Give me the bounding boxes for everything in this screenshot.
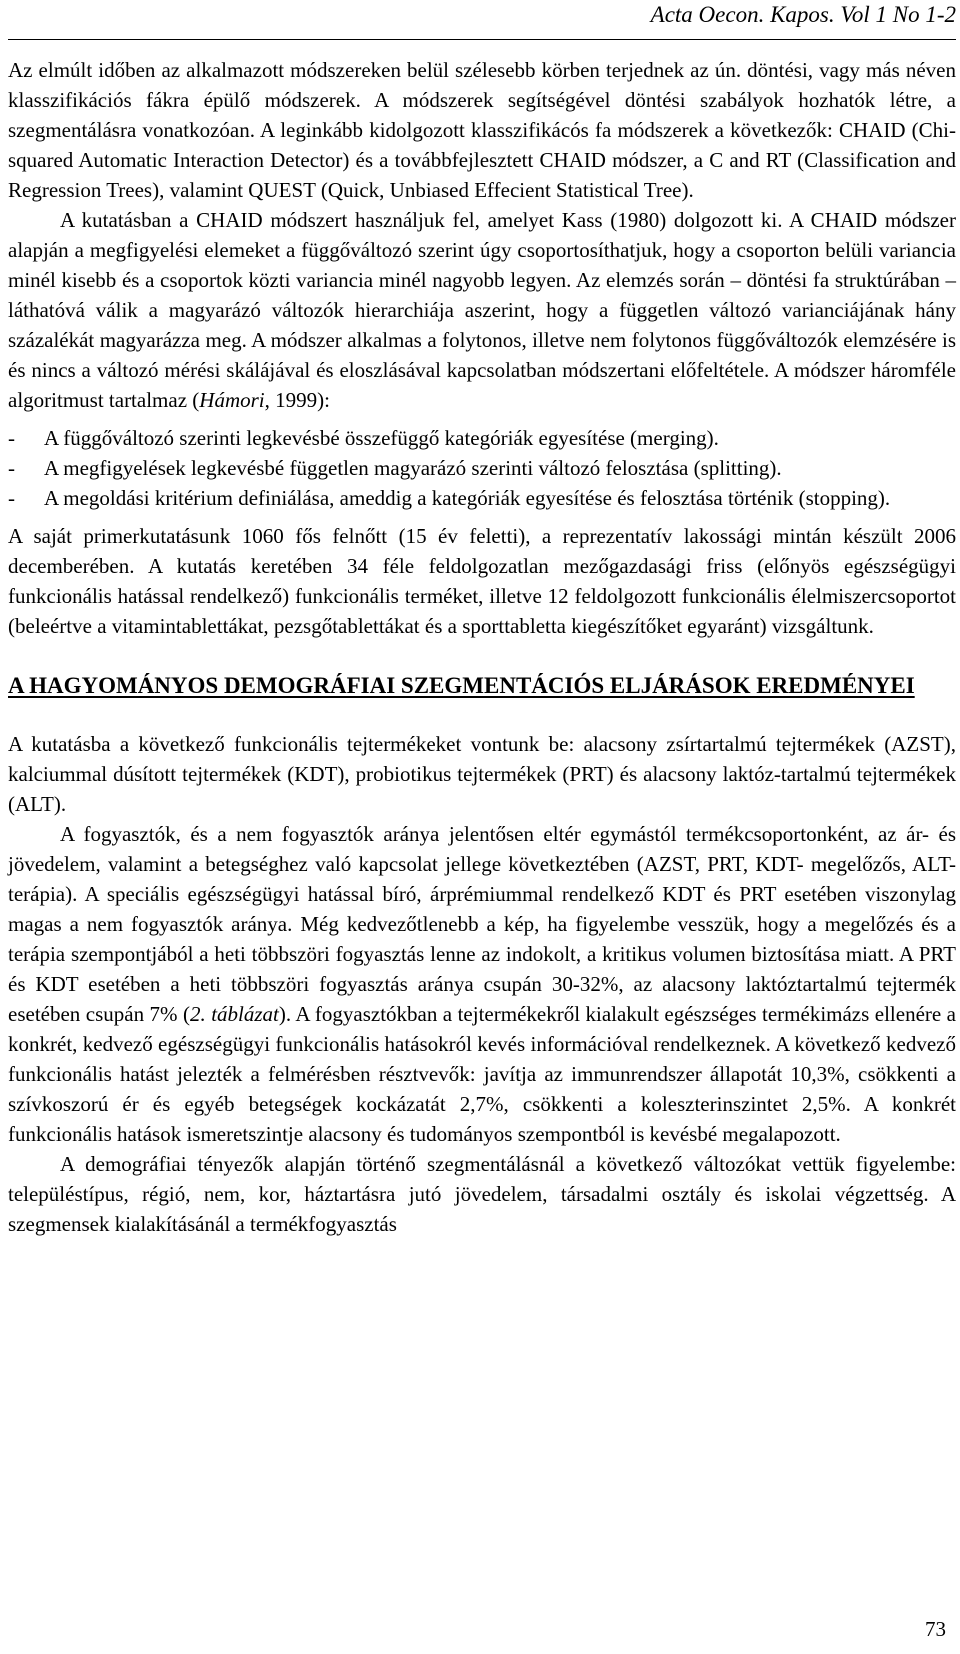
paragraph-primary-research: A saját primerkutatásunk 1060 fős felnőtt (15 év feletti), a reprezentatív lakossági mintán készült 2006 decemberében. A kutatás keretében 34 féle feldolgozatlan mezőgazdasági friss (előnyös egészségügyi funkcionális hatással rendelkező) funkcionális terméket, illetve 12 feldolgozott funkcionális élelmiszercsoportot (beleértve a vitamintablettákat, pezsgőtablettákat és a sporttabletta kiegészítőket egyaránt) vizsgáltunk. <box>8 524 956 638</box>
table-reference: 2. táblázat <box>189 1002 279 1026</box>
list-item <box>8 453 956 483</box>
citation-author: Hámori <box>199 388 265 412</box>
paragraph-dairy-products: A kutatásba a következő funkcionális tejtermékeket vontunk be: alacsony zsírtartalmú tejtermékek (AZST), kalciummal dúsított tejtermékek (KDT), probiotikus tejtermékek (PRT) és alacsony laktóz-tartalmú tejtermékek (ALT). <box>8 732 956 816</box>
paragraph-consumer-text: A fogyasztók, és a nem fogyasztók aránya jelentősen eltér egymástól termékcsoportonként, az ár- és jövedelem, valamint a betegséghez való kapcsolat jellege következtében (AZST, PRT, KDT- megelőzős, ALT- terápia). A speciális egészségügyi hatással bíró, árprémiummal rendelkező KDT és PRT esetében viszonylag magas a nem fogyasztók aránya. Még kedvezőtlenebb a kép, ha figyelembe vesszük, hogy a megelőzés és a terápia szempontjából a heti többszöri fogyasztás lenne az indokolt, a kritikus volumen biztosítása miatt. A PRT és KDT esetében a heti többszöri fogyasztás aránya csupán 30-32%, az alacsony laktóztartalmú tejtermék esetében csupán 7% ( <box>8 822 956 1026</box>
list-item-text: A megfigyelések legkevésbé független magyarázó szerinti változó felosztása (splitting). <box>44 456 782 480</box>
list-item <box>8 423 956 453</box>
algorithm-list <box>8 423 956 513</box>
paragraph-chaid-text-end: , 1999): <box>264 388 330 412</box>
list-dash: - <box>8 456 15 480</box>
paragraph-demographic-factors: A demográfiai tényezők alapján történő szegmentálásnál a következő változókat vettük figyelembe: településtípus, régió, nem, kor, háztartásra jutó jövedelem, társadalmi osztály és iskolai végzettség. A szegmensek kialakításánál a termékfogyasztás <box>8 1152 956 1236</box>
list-dash: - <box>8 426 15 450</box>
paragraph-chaid-method <box>8 205 956 415</box>
running-header <box>8 0 956 40</box>
page-number: 73 <box>925 1617 946 1641</box>
journal-citation: Acta Oecon. Kapos. Vol 1 No 1-2 <box>650 2 956 27</box>
list-item <box>8 483 956 513</box>
article-body <box>8 55 956 1239</box>
section-heading: A HAGYOMÁNYOS DEMOGRÁFIAI SZEGMENTÁCIÓS ELJÁRÁSOK EREDMÉNYEI <box>8 673 915 698</box>
paragraph-chaid-text: A kutatásban a CHAID módszert használjuk fel, amelyet Kass (1980) dolgozott ki. A CHAID módszer alapján a megfigyelési elemeket a függőváltozó szerint úgy csoportosíthatjuk, hogy a csoporton belüli variancia minél kisebb és a csoportok közti variancia minél nagyobb legyen. Az elemzés során – döntési fa struktúrában – láthatóvá válik a magyarázó változók hierarchiája aszerint, hogy a független változó varianciájának hány százalékát magyarázza meg. A módszer alkalmas a folytonos, illetve nem folytonos függőváltozók elemzésére is és nincs a változó mérési skálájával és eloszlásával kapcsolatban módszertani előfeltétele. A módszer háromféle algoritmust tartalmaz ( <box>8 208 956 412</box>
list-item-text: A függőváltozó szerinti legkevésbé összefüggő kategóriák egyesítése (merging). <box>44 426 719 450</box>
paragraph-consumer-ratio <box>8 819 956 1149</box>
list-item-text: A megoldási kritérium definiálása, ameddig a kategóriák egyesítése és felosztása történik (stopping). <box>44 486 891 510</box>
list-dash: - <box>8 486 15 510</box>
paragraph-decision-trees: Az elmúlt időben az alkalmazott módszereken belül szélesebb körben terjednek az ún. döntési, vagy más néven klasszifikációs fákra épülő módszerek. A módszerek segítségével döntési szabályok hozhatók létre, a szegmentálásra vonatkozóan. A leginkább kidolgozott klasszifikácós fa módszerek a következők: CHAID (Chi-squared Automatic Interaction Detector) és a továbbfejlesztett CHAID módszer, a C and RT (Classification and Regression Trees), valamint QUEST (Quick, Unbiased Effecient Statistical Tree). <box>8 58 956 202</box>
paragraph-consumer-text-end: ). A fogyasztókban a tejtermékekről kialakult egészséges termékimázs ellenére a konkrét, kedvező egészségügyi funkcionális hatásokról kevés információval rendelkeznek. A következő kedvező funkcionális hatást jelezték a felmérésben résztvevők: javítja az immunrendszer állapotát 10,3%, csökkenti a szívkoszorú ér és egyéb betegségek kockázatát 2,7%, csökkenti a koleszterinszintet 2,5%. A konkrét funkcionális hatások ismeretszintje alacsony és tudományos szempontból is kevésbé megalapozott. <box>8 1002 956 1146</box>
